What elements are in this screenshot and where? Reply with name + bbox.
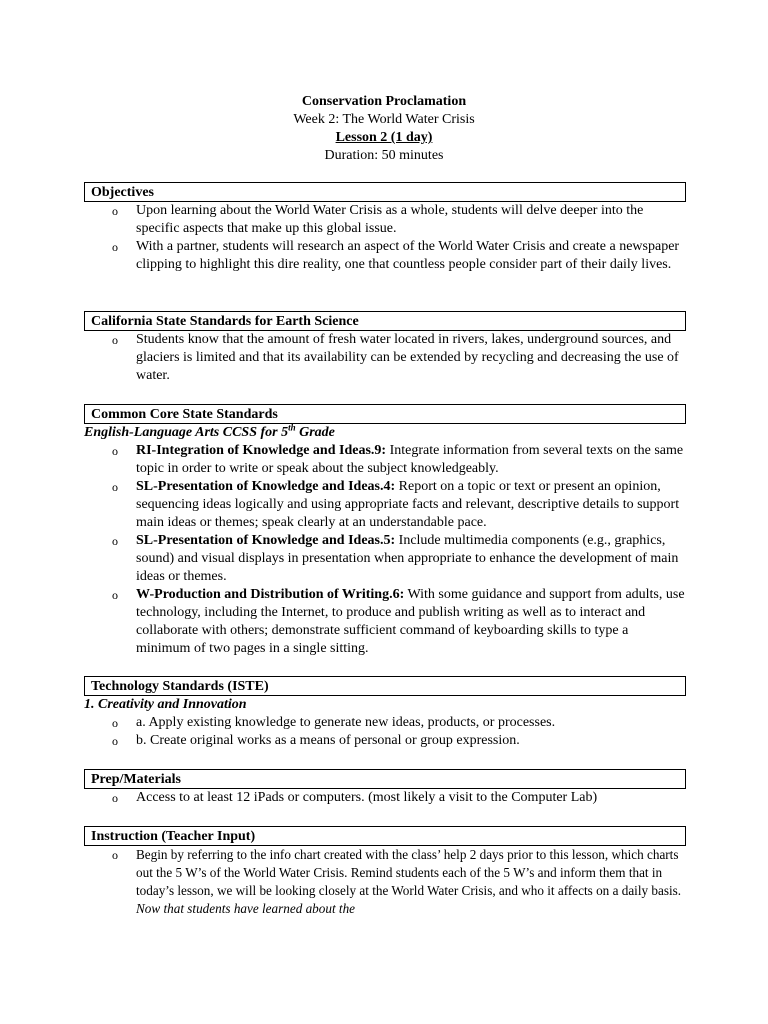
- bullet-icon: o: [112, 480, 118, 494]
- bullet-icon: o: [112, 534, 118, 548]
- objectives-heading: Objectives: [84, 182, 686, 202]
- list-item: o Begin by referring to the info chart created with the class’ help 2 days prior to this lesson, which charts out the 5 W’s of the World Water Crisis. Remind students each of the 5 W’s and inform them that in today’s lesson, we will be looking closely at the World Water Crisis, and who it affects on a daily basis. Now that students have learned about the: [112, 847, 682, 916]
- list-item: o Students know that the amount of fresh water located in rivers, lakes, underground sources, and glaciers is limited and that its availability can be extended by recycling and decreasing the use of water.: [112, 332, 679, 383]
- technology-section: [84, 676, 686, 750]
- technology-subheading: 1. Creativity and Innovation: [84, 697, 247, 712]
- list-item: o a. Apply existing knowledge to generate new ideas, products, or processes.: [112, 715, 556, 730]
- list-item: o b. Create original works as a means of personal or group expression.: [112, 733, 520, 748]
- bullet-icon: o: [112, 791, 118, 805]
- bullet-icon: o: [112, 240, 118, 254]
- materials-heading: Prep/Materials: [84, 769, 686, 789]
- week-subtitle: Week 2: The World Water Crisis: [293, 112, 475, 127]
- list-item: o With a partner, students will research an aspect of the World Water Crisis and create a newspaper clipping to highlight this dire reality, one that countless people consider part of their daily lives.: [112, 239, 680, 272]
- bullet-icon: o: [112, 588, 118, 602]
- bullet-icon: o: [112, 204, 118, 218]
- common-core-section: [84, 404, 686, 658]
- objectives-section: [84, 182, 686, 274]
- common-core-subheading: English-Language Arts CCSS for 5th Grade: [84, 422, 335, 440]
- materials-section: [84, 769, 686, 807]
- technology-heading: Technology Standards (ISTE): [84, 676, 686, 696]
- bullet-icon: o: [112, 734, 118, 748]
- bullet-icon: o: [112, 848, 118, 862]
- earth-science-section: [84, 311, 686, 385]
- bullet-icon: o: [112, 716, 118, 730]
- instruction-section: [84, 826, 686, 918]
- document-title: Conservation Proclamation: [301, 94, 467, 109]
- list-item: o W-Production and Distribution of Writing.6: With some guidance and support from adults, use technology, including the Internet, to produce and publish writing as well as to interact and collaborate with others; demonstrate sufficient command of keyboarding skills to type a minimum of two pages in a single sitting.: [112, 587, 685, 656]
- list-item: o RI-Integration of Knowledge and Ideas.9: Integrate information from several texts on the same topic in order to write or speak about the subject knowledgeably.: [112, 443, 684, 476]
- lesson-header: [0, 93, 768, 165]
- lesson-label: Lesson 2 (1 day): [335, 130, 433, 145]
- list-item: o SL-Presentation of Knowledge and Ideas.4: Report on a topic or text or present an opinion, sequencing ideas logically and using appropriate facts and relevant, descriptive details to support main ideas or themes; speak clearly at an understandable pace.: [112, 479, 680, 530]
- bullet-icon: o: [112, 333, 118, 347]
- common-core-heading: Common Core State Standards: [84, 404, 686, 424]
- bullet-icon: o: [112, 444, 118, 458]
- earth-science-heading: California State Standards for Earth Science: [84, 311, 686, 331]
- instruction-heading: Instruction (Teacher Input): [84, 826, 686, 846]
- list-item: o SL-Presentation of Knowledge and Ideas.5: Include multimedia components (e.g., graphics, sound) and visual displays in presentation when appropriate to enhance the development of main ideas or themes.: [112, 533, 679, 584]
- list-item: o Upon learning about the World Water Crisis as a whole, students will delve deeper into the specific aspects that make up this global issue.: [112, 203, 644, 236]
- list-item: o Access to at least 12 iPads or computers. (most likely a visit to the Computer Lab): [112, 790, 598, 805]
- duration-label: Duration: 50 minutes: [324, 148, 444, 163]
